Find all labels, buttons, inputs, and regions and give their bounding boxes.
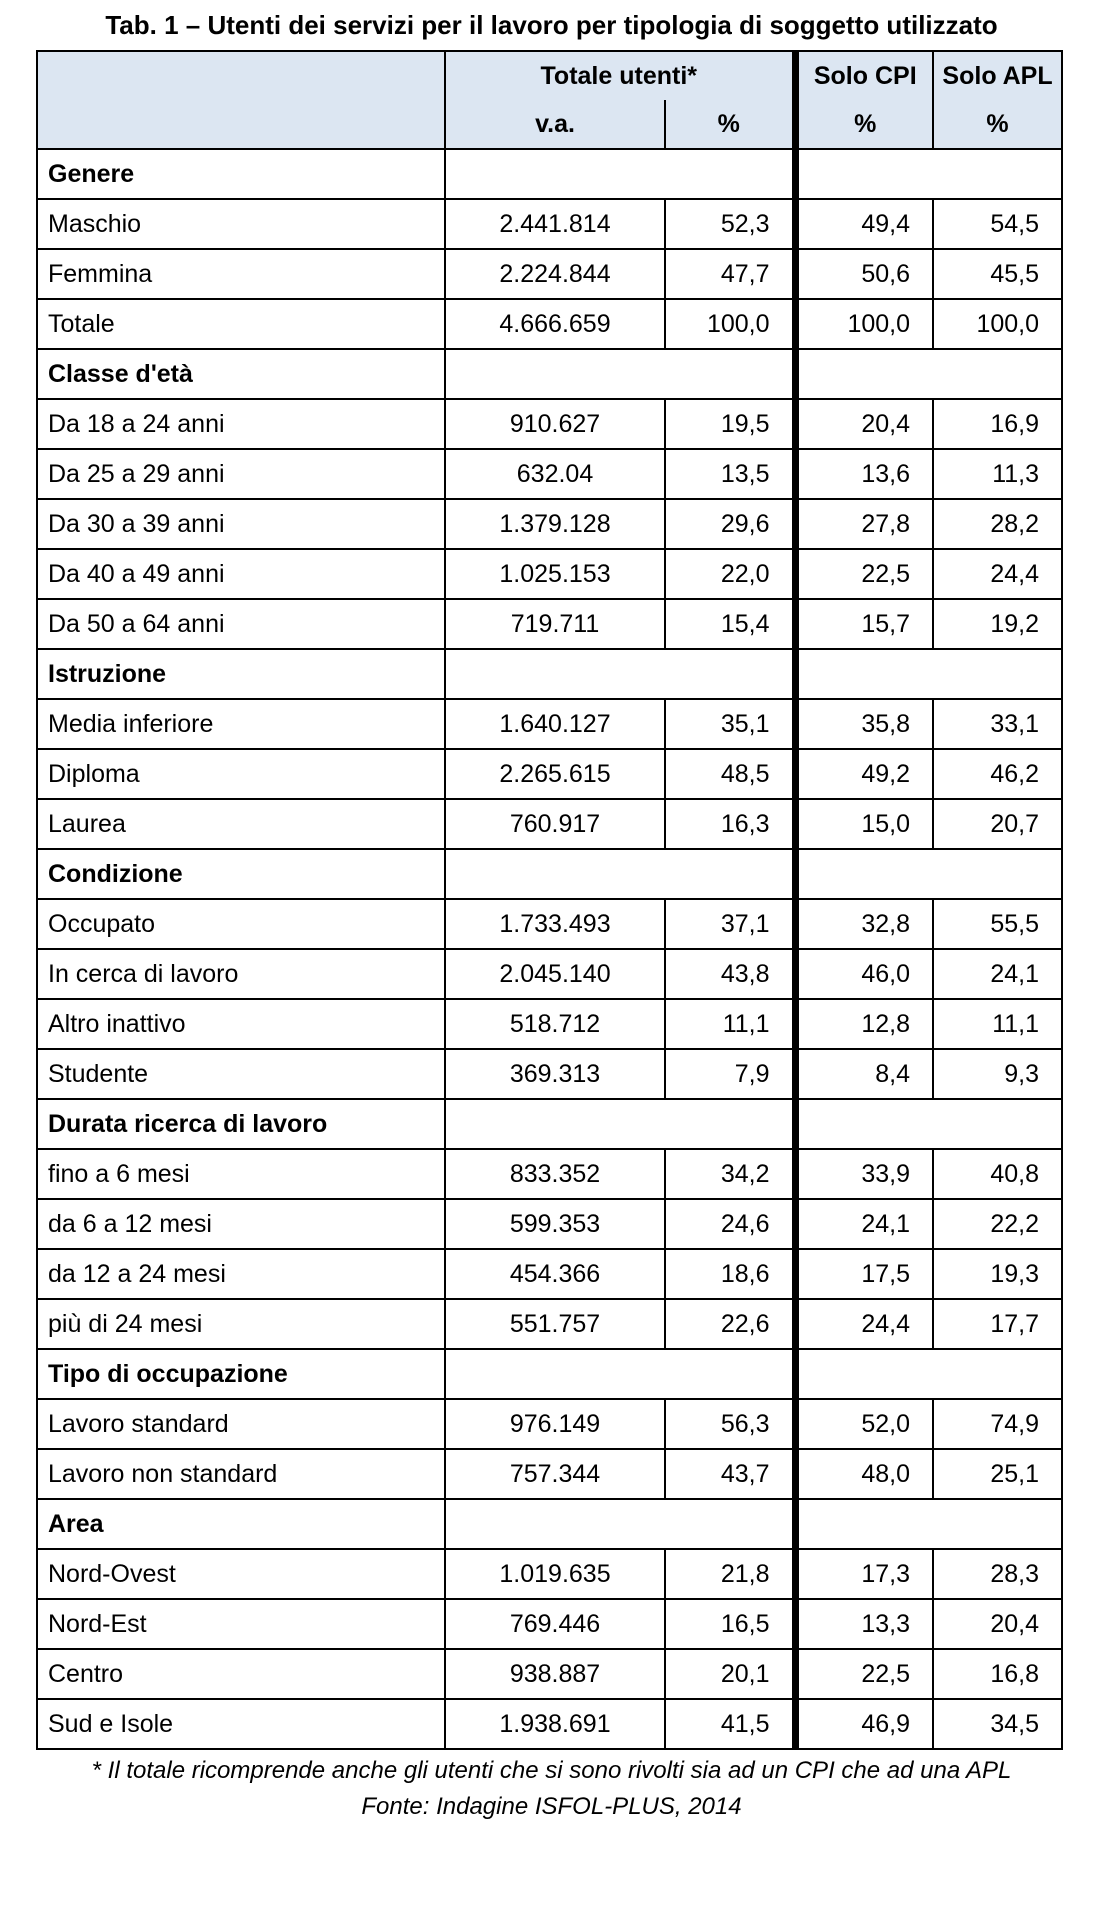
cell-pct: 100,0	[665, 299, 795, 349]
footnote: * Il totale ricomprende anche gli utenti che si sono rivolti sia ad un CPI che ad una APL	[91, 1757, 1012, 1784]
cell-solo-cpi: 32,8	[795, 899, 933, 949]
section-row	[37, 649, 1062, 699]
section-blank-solo	[795, 849, 1062, 899]
cell-solo-apl: 46,2	[933, 749, 1062, 799]
cell-pct: 56,3	[665, 1399, 795, 1449]
cell-solo-apl: 19,2	[933, 599, 1062, 649]
cell-solo-cpi: 48,0	[795, 1449, 933, 1499]
table-row	[37, 699, 1062, 749]
table-title: Tab. 1 – Utenti dei servizi per il lavoro per tipologia di soggetto utilizzato	[105, 10, 998, 40]
row-label: da 6 a 12 mesi	[37, 1199, 445, 1249]
header-row	[37, 51, 1062, 100]
cell-va: 760.917	[445, 799, 665, 849]
cell-va: 719.711	[445, 599, 665, 649]
row-label: Lavoro standard	[37, 1399, 445, 1449]
section-blank-total	[445, 849, 795, 899]
section-blank-total	[445, 1499, 795, 1549]
cell-solo-cpi: 46,9	[795, 1699, 933, 1749]
cell-solo-apl: 33,1	[933, 699, 1062, 749]
row-label: da 12 a 24 mesi	[37, 1249, 445, 1299]
cell-solo-apl: 16,8	[933, 1649, 1062, 1699]
row-label: Diploma	[37, 749, 445, 799]
cell-va: 632.04	[445, 449, 665, 499]
cell-pct: 35,1	[665, 699, 795, 749]
table-row	[37, 249, 1062, 299]
cell-solo-apl: 28,3	[933, 1549, 1062, 1599]
table-row	[37, 1149, 1062, 1199]
cell-va: 1.019.635	[445, 1549, 665, 1599]
cell-solo-cpi: 8,4	[795, 1049, 933, 1099]
cell-pct: 15,4	[665, 599, 795, 649]
cell-pct: 13,5	[665, 449, 795, 499]
cell-va: 1.025.153	[445, 549, 665, 599]
table-row	[37, 549, 1062, 599]
section-blank-total	[445, 1349, 795, 1399]
cell-solo-cpi: 15,7	[795, 599, 933, 649]
cell-va: 938.887	[445, 1649, 665, 1699]
row-label: Altro inattivo	[37, 999, 445, 1049]
cell-pct: 19,5	[665, 399, 795, 449]
cell-solo-apl: 100,0	[933, 299, 1062, 349]
cell-solo-cpi: 33,9	[795, 1149, 933, 1199]
cell-solo-cpi: 22,5	[795, 1649, 933, 1699]
cell-solo-apl: 34,5	[933, 1699, 1062, 1749]
cell-solo-cpi: 15,0	[795, 799, 933, 849]
table-row	[37, 1049, 1062, 1099]
cell-solo-apl: 24,4	[933, 549, 1062, 599]
row-label: Sud e Isole	[37, 1699, 445, 1749]
cell-va: 1.733.493	[445, 899, 665, 949]
cell-pct: 41,5	[665, 1699, 795, 1749]
subheader-va: v.a.	[445, 100, 665, 149]
row-label: In cerca di lavoro	[37, 949, 445, 999]
cell-solo-cpi: 22,5	[795, 549, 933, 599]
section-row	[37, 1349, 1062, 1399]
row-label: Totale	[37, 299, 445, 349]
row-label: più di 24 mesi	[37, 1299, 445, 1349]
cell-va: 4.666.659	[445, 299, 665, 349]
section-heading: Genere	[37, 149, 445, 199]
subheader-pct-cpi: %	[795, 100, 933, 149]
data-table	[36, 50, 1063, 1750]
row-label: Nord-Ovest	[37, 1549, 445, 1599]
table-row	[37, 999, 1062, 1049]
cell-solo-cpi: 24,4	[795, 1299, 933, 1349]
cell-solo-cpi: 13,6	[795, 449, 933, 499]
section-heading: Istruzione	[37, 649, 445, 699]
section-blank-solo	[795, 649, 1062, 699]
cell-solo-apl: 25,1	[933, 1449, 1062, 1499]
cell-va: 2.265.615	[445, 749, 665, 799]
cell-pct: 22,6	[665, 1299, 795, 1349]
table-row	[37, 949, 1062, 999]
cell-solo-cpi: 13,3	[795, 1599, 933, 1649]
table-row	[37, 299, 1062, 349]
section-row	[37, 1499, 1062, 1549]
table-row	[37, 199, 1062, 249]
row-label: Nord-Est	[37, 1599, 445, 1649]
cell-solo-apl: 54,5	[933, 199, 1062, 249]
section-blank-total	[445, 149, 795, 199]
cell-solo-cpi: 50,6	[795, 249, 933, 299]
cell-solo-cpi: 46,0	[795, 949, 933, 999]
cell-va: 757.344	[445, 1449, 665, 1499]
header-solo-apl: Solo APL	[933, 51, 1062, 100]
table-row	[37, 499, 1062, 549]
cell-solo-cpi: 17,5	[795, 1249, 933, 1299]
cell-solo-apl: 9,3	[933, 1049, 1062, 1099]
section-blank-solo	[795, 149, 1062, 199]
cell-pct: 18,6	[665, 1249, 795, 1299]
row-label: Laurea	[37, 799, 445, 849]
section-blank-total	[445, 649, 795, 699]
section-blank-solo	[795, 349, 1062, 399]
cell-solo-apl: 45,5	[933, 249, 1062, 299]
cell-va: 2.045.140	[445, 949, 665, 999]
cell-solo-apl: 74,9	[933, 1399, 1062, 1449]
cell-solo-apl: 11,1	[933, 999, 1062, 1049]
cell-solo-apl: 19,3	[933, 1249, 1062, 1299]
cell-pct: 43,8	[665, 949, 795, 999]
subheader-row	[37, 100, 1062, 149]
cell-pct: 22,0	[665, 549, 795, 599]
cell-pct: 43,7	[665, 1449, 795, 1499]
subheader-pct-apl: %	[933, 100, 1062, 149]
table-row	[37, 749, 1062, 799]
cell-va: 599.353	[445, 1199, 665, 1249]
row-label: Da 50 a 64 anni	[37, 599, 445, 649]
cell-va: 551.757	[445, 1299, 665, 1349]
section-row	[37, 1099, 1062, 1149]
row-label: Femmina	[37, 249, 445, 299]
cell-solo-cpi: 24,1	[795, 1199, 933, 1249]
cell-solo-cpi: 52,0	[795, 1399, 933, 1449]
row-label: Da 18 a 24 anni	[37, 399, 445, 449]
cell-va: 518.712	[445, 999, 665, 1049]
cell-solo-cpi: 17,3	[795, 1549, 933, 1599]
section-row	[37, 349, 1062, 399]
cell-pct: 34,2	[665, 1149, 795, 1199]
table-row	[37, 449, 1062, 499]
row-label: Media inferiore	[37, 699, 445, 749]
cell-solo-apl: 55,5	[933, 899, 1062, 949]
table-row	[37, 1549, 1062, 1599]
cell-solo-cpi: 20,4	[795, 399, 933, 449]
row-label: fino a 6 mesi	[37, 1149, 445, 1199]
row-label: Da 25 a 29 anni	[37, 449, 445, 499]
cell-solo-cpi: 12,8	[795, 999, 933, 1049]
cell-va: 976.149	[445, 1399, 665, 1449]
row-label: Da 40 a 49 anni	[37, 549, 445, 599]
section-blank-total	[445, 349, 795, 399]
cell-pct: 7,9	[665, 1049, 795, 1099]
section-heading: Area	[37, 1499, 445, 1549]
table-row	[37, 1199, 1062, 1249]
row-label: Maschio	[37, 199, 445, 249]
table-row	[37, 1599, 1062, 1649]
cell-va: 1.938.691	[445, 1699, 665, 1749]
cell-solo-apl: 22,2	[933, 1199, 1062, 1249]
cell-solo-apl: 20,7	[933, 799, 1062, 849]
cell-solo-cpi: 35,8	[795, 699, 933, 749]
section-heading: Durata ricerca di lavoro	[37, 1099, 445, 1149]
table-row	[37, 399, 1062, 449]
row-label: Da 30 a 39 anni	[37, 499, 445, 549]
table-row	[37, 799, 1062, 849]
table-row	[37, 1399, 1062, 1449]
cell-va: 1.640.127	[445, 699, 665, 749]
cell-pct: 11,1	[665, 999, 795, 1049]
cell-va: 910.627	[445, 399, 665, 449]
section-heading: Condizione	[37, 849, 445, 899]
cell-solo-apl: 11,3	[933, 449, 1062, 499]
cell-va: 369.313	[445, 1049, 665, 1099]
section-blank-solo	[795, 1099, 1062, 1149]
section-blank-total	[445, 1099, 795, 1149]
cell-pct: 21,8	[665, 1549, 795, 1599]
cell-pct: 47,7	[665, 249, 795, 299]
section-row	[37, 149, 1062, 199]
cell-va: 1.379.128	[445, 499, 665, 549]
cell-va: 2.441.814	[445, 199, 665, 249]
row-label: Centro	[37, 1649, 445, 1699]
table-row	[37, 1299, 1062, 1349]
cell-solo-cpi: 100,0	[795, 299, 933, 349]
subheader-pct: %	[665, 100, 795, 149]
section-row	[37, 849, 1062, 899]
cell-solo-apl: 16,9	[933, 399, 1062, 449]
header-total-users: Totale utenti*	[445, 51, 795, 100]
cell-pct: 20,1	[665, 1649, 795, 1699]
cell-solo-apl: 20,4	[933, 1599, 1062, 1649]
cell-pct: 48,5	[665, 749, 795, 799]
cell-va: 454.366	[445, 1249, 665, 1299]
cell-solo-cpi: 27,8	[795, 499, 933, 549]
table-row	[37, 899, 1062, 949]
table-row	[37, 1649, 1062, 1699]
cell-va: 833.352	[445, 1149, 665, 1199]
section-heading: Tipo di occupazione	[37, 1349, 445, 1399]
row-label: Occupato	[37, 899, 445, 949]
cell-pct: 29,6	[665, 499, 795, 549]
cell-pct: 24,6	[665, 1199, 795, 1249]
subheader-blank	[37, 100, 445, 149]
row-label: Lavoro non standard	[37, 1449, 445, 1499]
row-label: Studente	[37, 1049, 445, 1099]
cell-solo-cpi: 49,4	[795, 199, 933, 249]
table-row	[37, 1449, 1062, 1499]
header-solo-cpi: Solo CPI	[795, 51, 933, 100]
section-heading: Classe d'età	[37, 349, 445, 399]
cell-va: 769.446	[445, 1599, 665, 1649]
cell-pct: 16,5	[665, 1599, 795, 1649]
cell-solo-apl: 24,1	[933, 949, 1062, 999]
table-row	[37, 1249, 1062, 1299]
cell-solo-cpi: 49,2	[795, 749, 933, 799]
cell-va: 2.224.844	[445, 249, 665, 299]
cell-solo-apl: 40,8	[933, 1149, 1062, 1199]
header-blank	[37, 51, 445, 100]
section-blank-solo	[795, 1349, 1062, 1399]
cell-pct: 52,3	[665, 199, 795, 249]
source-note: Fonte: Indagine ISFOL-PLUS, 2014	[361, 1793, 742, 1820]
cell-pct: 37,1	[665, 899, 795, 949]
cell-solo-apl: 28,2	[933, 499, 1062, 549]
table-row	[37, 599, 1062, 649]
section-blank-solo	[795, 1499, 1062, 1549]
cell-pct: 16,3	[665, 799, 795, 849]
cell-solo-apl: 17,7	[933, 1299, 1062, 1349]
table-row	[37, 1699, 1062, 1749]
